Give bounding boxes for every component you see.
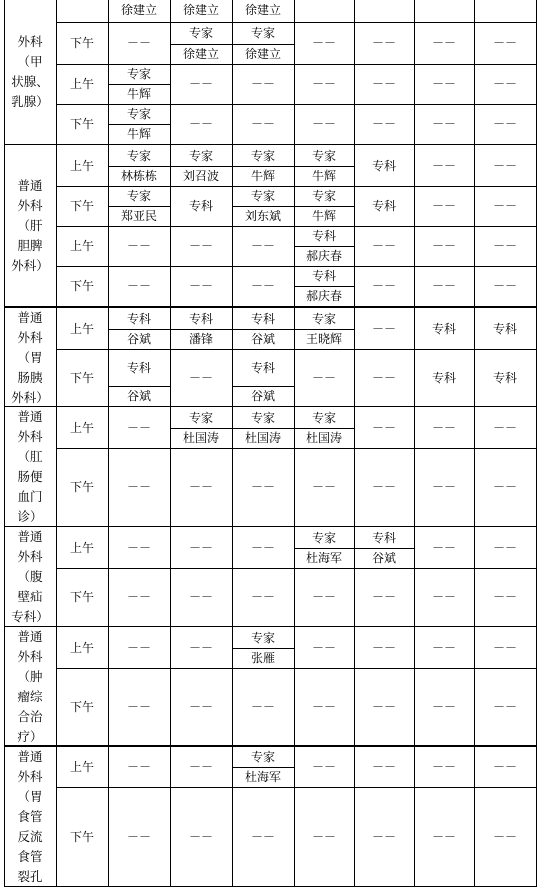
cell-type-label — [474, 0, 536, 22]
doctor-name: 杜海军 — [244, 770, 281, 784]
schedule-cell: －－ — [431, 421, 456, 435]
department-label-line: 外科） — [11, 389, 49, 405]
department-label — [4, 628, 56, 746]
schedule-cell: －－ — [126, 700, 151, 714]
department-label-line: 外科 — [17, 34, 43, 49]
doctor-name: 牛辉 — [311, 209, 336, 223]
schedule-cell: －－ — [188, 370, 213, 385]
cell-type-label: 专科 — [126, 312, 151, 326]
doctor-name: 牛辉 — [311, 169, 336, 183]
department-label-line: （甲 — [17, 54, 43, 69]
doctor-name: 杜国涛 — [244, 431, 281, 445]
doctor-name: 郝庆春 — [305, 249, 342, 263]
schedule-cell: －－ — [188, 480, 213, 494]
cell-type-label: 专家 — [250, 750, 275, 764]
schedule-cell: －－ — [371, 590, 396, 604]
session-label: 下午 — [69, 590, 94, 604]
schedule-cell: 专科 — [431, 322, 456, 336]
doctor-name: 牛辉 — [126, 87, 151, 101]
schedule-cell: －－ — [431, 590, 456, 604]
cell-type-label: 专科 — [371, 531, 396, 545]
department-label-line: 胆脾 — [17, 238, 43, 253]
doctor-name: 郑亚民 — [120, 209, 157, 223]
schedule-cell: －－ — [492, 590, 517, 604]
schedule-cell: －－ — [371, 480, 396, 494]
schedule-cell: －－ — [371, 370, 396, 385]
schedule-cell: －－ — [492, 77, 517, 91]
doctor-name: 牛辉 — [250, 169, 275, 183]
cell-type-label: 专家 — [126, 67, 151, 81]
department-label-line: 乳腺） — [11, 94, 49, 109]
session-label: 上午 — [69, 322, 94, 336]
schedule-cell: －－ — [188, 829, 213, 844]
schedule-cell: －－ — [431, 641, 456, 655]
department-label-line: 普通 — [17, 178, 43, 193]
cell-type-label: 专家 — [126, 149, 151, 163]
cell-type-label: 专家 — [311, 312, 336, 326]
session-label: 下午 — [69, 117, 94, 131]
schedule-cell: －－ — [311, 590, 336, 604]
schedule-cell: －－ — [311, 829, 336, 844]
cell-type-label: 专家 — [311, 411, 336, 425]
department-label-line: 肠胰 — [17, 369, 43, 385]
schedule-cell: －－ — [250, 541, 275, 555]
schedule-cell: －－ — [311, 641, 336, 655]
schedule-cell: －－ — [431, 541, 456, 555]
department-label-line: 普通 — [17, 309, 43, 325]
schedule-cell: －－ — [311, 117, 336, 131]
schedule-cell: 专科 — [371, 199, 396, 213]
schedule-cell: －－ — [431, 700, 456, 714]
schedule-cell: －－ — [492, 36, 517, 50]
session-label: 上午 — [69, 159, 94, 173]
schedule-cell: －－ — [371, 77, 396, 91]
schedule-cell: －－ — [371, 279, 396, 293]
schedule-cell: －－ — [126, 541, 151, 555]
department-label-line: 合治 — [17, 709, 43, 724]
cell-type-label: 专科 — [250, 360, 275, 375]
cell-type-label: 专家 — [311, 531, 336, 545]
schedule-cell: －－ — [492, 421, 517, 435]
session-label: 下午 — [69, 279, 94, 293]
department-label-line: 外科 — [17, 198, 43, 213]
cell-type-label: 专家 — [188, 149, 213, 163]
department-label-line: 普通 — [17, 409, 43, 424]
schedule-cell: 专科 — [492, 322, 517, 336]
schedule-cell: －－ — [126, 590, 151, 604]
schedule-cell: －－ — [431, 239, 456, 253]
schedule-cell: －－ — [188, 117, 213, 131]
cell-type-label: 徐建立 — [244, 3, 281, 17]
schedule-cell: －－ — [492, 117, 517, 131]
section-rule — [4, 144, 537, 145]
schedule-cell: －－ — [126, 829, 151, 844]
department-label-line: 外科 — [17, 649, 43, 664]
schedule-cell: －－ — [311, 480, 336, 494]
cell-type-label: 专家 — [250, 189, 275, 203]
schedule-cell: 专科 — [492, 370, 517, 385]
session-label: 上午 — [69, 641, 94, 655]
schedule-cell: －－ — [126, 421, 151, 435]
schedule-cell: －－ — [431, 760, 456, 774]
department-label-line: 外科 — [17, 768, 43, 784]
schedule-cell: －－ — [492, 159, 517, 173]
department-label-line: 血门 — [17, 489, 43, 504]
schedule-cell: －－ — [311, 760, 336, 774]
department-label-line: 外科 — [17, 329, 43, 345]
schedule-cell: －－ — [188, 239, 213, 253]
schedule-cell: －－ — [371, 700, 396, 714]
department-label — [4, 146, 56, 306]
schedule-cell: －－ — [126, 36, 151, 50]
department-label-line: 食管 — [17, 808, 43, 824]
department-label — [4, 309, 56, 406]
schedule-cell: －－ — [492, 239, 517, 253]
schedule-cell: －－ — [371, 641, 396, 655]
section-rule — [4, 745, 537, 746]
department-label-line: （胃 — [17, 788, 43, 804]
cell-type-label: 专家 — [188, 411, 213, 425]
cell-type-label: 专家 — [250, 149, 275, 163]
department-label-line: （肿 — [17, 669, 43, 684]
schedule-cell: －－ — [492, 760, 517, 774]
cell-type-label: 专家 — [311, 149, 336, 163]
schedule-cell: －－ — [126, 279, 151, 293]
schedule-cell: －－ — [492, 279, 517, 293]
doctor-name: 林栋栋 — [120, 169, 157, 183]
schedule-cell: －－ — [492, 199, 517, 213]
cell-type-label: 专科 — [311, 229, 336, 243]
cell-type-label: 专家 — [126, 107, 151, 121]
schedule-cell: －－ — [188, 279, 213, 293]
schedule-cell: －－ — [311, 370, 336, 385]
schedule-cell: 专科 — [371, 159, 396, 173]
doctor-name: 杜国涛 — [182, 431, 219, 445]
department-label-line: 瘤综 — [17, 689, 43, 704]
cell-type-label: 专科 — [311, 269, 336, 283]
department-label-line: 裂孔 — [17, 868, 43, 884]
schedule-cell: －－ — [371, 760, 396, 774]
department-label-line: 普通 — [17, 629, 43, 644]
session-label: 下午 — [69, 700, 94, 714]
doctor-name: 谷斌 — [126, 332, 151, 346]
department-label — [4, 408, 56, 526]
schedule-cell: －－ — [126, 760, 151, 774]
schedule-cell: －－ — [371, 421, 396, 435]
session-label: 下午 — [69, 36, 94, 50]
schedule-cell: －－ — [188, 541, 213, 555]
session-label: 下午 — [69, 480, 94, 494]
department-label-line: （腹 — [17, 569, 43, 584]
schedule-cell: －－ — [371, 829, 396, 844]
schedule-cell: －－ — [431, 199, 456, 213]
schedule-cell: －－ — [492, 541, 517, 555]
schedule-cell: －－ — [311, 700, 336, 714]
doctor-name: 徐建立 — [182, 47, 219, 61]
cell-type-label: 专家 — [126, 189, 151, 203]
schedule-cell: －－ — [250, 590, 275, 604]
schedule-cell: －－ — [311, 36, 336, 50]
section-rule — [4, 526, 537, 527]
cell-type-label: 专科 — [126, 360, 151, 375]
schedule-cell: －－ — [188, 760, 213, 774]
session-label: 上午 — [69, 760, 94, 774]
schedule-cell: －－ — [188, 641, 213, 655]
cell-type-label: 专家 — [188, 26, 213, 40]
department-label-line: 外科 — [17, 549, 43, 564]
schedule-cell: －－ — [492, 641, 517, 655]
schedule-cell: －－ — [188, 590, 213, 604]
section-rule — [4, 406, 537, 407]
department-label-line: 普通 — [17, 748, 43, 764]
block-rule — [4, 886, 537, 887]
department-label-line: （胃 — [17, 349, 43, 365]
schedule-cell: －－ — [431, 480, 456, 494]
doctor-name: 潘锋 — [188, 332, 213, 346]
schedule-cell: －－ — [492, 700, 517, 714]
cell-type-label: 专家 — [250, 26, 275, 40]
department-label-line: 疗） — [17, 729, 43, 744]
department-label-line: 反流 — [17, 828, 43, 844]
schedule-cell: －－ — [250, 279, 275, 293]
column-rule-9 — [536, 0, 537, 887]
session-label: 上午 — [69, 77, 94, 91]
section-rule — [4, 626, 537, 627]
cell-type-label: 徐建立 — [120, 3, 157, 17]
session-label: 下午 — [69, 199, 94, 213]
doctor-name: 郝庆春 — [305, 289, 342, 303]
doctor-name: 杜国涛 — [305, 431, 342, 445]
section-rule — [4, 307, 537, 308]
session-label: 上午 — [69, 421, 94, 435]
schedule-cell: －－ — [492, 480, 517, 494]
schedule-cell: －－ — [311, 77, 336, 91]
schedule-cell: －－ — [126, 641, 151, 655]
schedule-cell: －－ — [126, 480, 151, 494]
schedule-cell: 专科 — [188, 199, 213, 213]
department-label-line: （肛 — [17, 449, 43, 464]
doctor-name: 刘召波 — [182, 169, 219, 183]
department-label-line: 壁疝 — [17, 589, 43, 604]
schedule-cell: －－ — [371, 117, 396, 131]
session-label: 下午 — [69, 829, 94, 844]
department-label-line: 外科） — [11, 258, 49, 273]
doctor-name: 谷斌 — [250, 389, 275, 403]
department-label-line: 专科） — [11, 609, 49, 624]
department-label-line: 外科 — [17, 429, 43, 444]
schedule-cell: －－ — [250, 829, 275, 844]
doctor-name: 徐建立 — [244, 47, 281, 61]
schedule-cell: －－ — [492, 829, 517, 844]
schedule-cell: －－ — [188, 700, 213, 714]
doctor-name: 谷斌 — [126, 389, 151, 403]
schedule-cell: －－ — [250, 700, 275, 714]
schedule-cell: －－ — [250, 239, 275, 253]
schedule-cell: －－ — [188, 77, 213, 91]
doctor-name: 王晓辉 — [305, 332, 342, 346]
schedule-cell: －－ — [431, 36, 456, 50]
schedule-cell: －－ — [371, 322, 396, 336]
department-label-line: 食管 — [17, 848, 43, 864]
cell-type-label: 专家 — [250, 631, 275, 645]
cell-type-label — [414, 0, 474, 22]
schedule-cell: －－ — [431, 279, 456, 293]
schedule-cell: －－ — [431, 77, 456, 91]
schedule-cell: －－ — [371, 239, 396, 253]
schedule-cell: －－ — [371, 36, 396, 50]
cell-type-label — [294, 0, 354, 22]
doctor-name: 刘东斌 — [244, 209, 281, 223]
schedule-cell: －－ — [431, 117, 456, 131]
cell-type-label: 徐建立 — [182, 3, 219, 17]
schedule-cell: 专科 — [431, 370, 456, 385]
schedule-cell: －－ — [250, 480, 275, 494]
schedule-cell: －－ — [126, 239, 151, 253]
doctor-name: 牛辉 — [126, 127, 151, 141]
department-label — [4, 0, 56, 144]
session-label: 上午 — [69, 541, 94, 555]
schedule-cell: －－ — [250, 77, 275, 91]
department-label-line: 肠便 — [17, 469, 43, 484]
department-label-line: 诊） — [17, 509, 43, 524]
department-label-line: 普通 — [17, 529, 43, 544]
department-label — [4, 747, 56, 886]
department-label — [4, 528, 56, 626]
department-label-line: 状腺、 — [11, 74, 49, 89]
cell-type-label: 专家 — [250, 411, 275, 425]
doctor-name: 谷斌 — [371, 551, 396, 565]
schedule-cell: －－ — [431, 159, 456, 173]
cell-type-label: 专科 — [188, 312, 213, 326]
schedule-cell: －－ — [431, 829, 456, 844]
cell-type-label: 专科 — [250, 312, 275, 326]
doctor-name: 谷斌 — [250, 332, 275, 346]
doctor-name: 杜海军 — [305, 551, 342, 565]
department-label-line: （肝 — [17, 218, 43, 233]
cell-type-label: 专家 — [311, 189, 336, 203]
cell-type-label — [354, 0, 414, 22]
session-label: 上午 — [69, 239, 94, 253]
schedule-cell: －－ — [250, 117, 275, 131]
session-label: 下午 — [69, 370, 94, 385]
doctor-name: 张雁 — [250, 651, 275, 665]
